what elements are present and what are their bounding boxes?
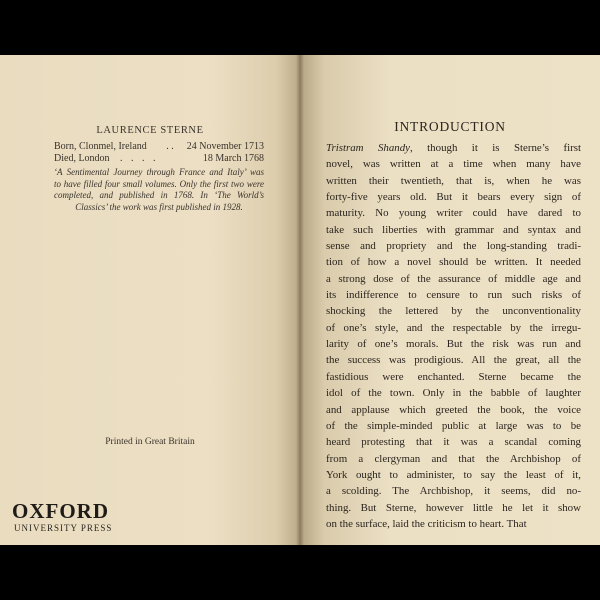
died-label: Died, London	[54, 153, 110, 164]
book-gutter	[296, 55, 304, 545]
text-line: sense and propriety and the long-standing tradi-	[326, 240, 581, 253]
note-line: ‘A Sentimental Journey through France and Italy’ was	[54, 167, 264, 177]
text-line: on the surface, laid the criticism to heart. That	[326, 517, 527, 530]
text-line: novel, was written at a time when many have	[326, 158, 581, 171]
open-book	[0, 55, 600, 545]
text-line: forty-five years old. But it bears every sign of	[326, 191, 581, 204]
text-line: York ought to administer, to say the least of it,	[326, 468, 581, 481]
text-line: shocking the lettered by the unconventionality	[326, 305, 581, 318]
text-line	[326, 140, 581, 156]
text-line: a scolding. The Archbishop, it seems, did no-	[326, 485, 581, 498]
text-line: heard protesting that it was a scandal coming	[326, 436, 581, 449]
left-page	[0, 55, 300, 545]
note-line: Classics’ the work was first published in 1928.	[75, 201, 243, 212]
text-line: maturity. No young writer could have dared to	[326, 207, 581, 220]
text-line: and applause which greeted the book, the voice	[326, 403, 581, 416]
text-line: from a clergyman and that the Archbishop of	[326, 452, 581, 465]
introduction-text	[326, 140, 581, 532]
died-row	[54, 153, 264, 165]
publisher-subtitle: UNIVERSITY PRESS	[14, 523, 113, 533]
text-line: tion of how a novel should be written. It needed	[326, 256, 581, 269]
chapter-title: INTRODUCTION	[394, 119, 506, 134]
text-line: thing. But Sterne, however little he let it show	[326, 501, 581, 514]
text-line: take such liberties with grammar and syntax and	[326, 223, 581, 236]
text-line: of the simple-minded public at large was to be	[326, 419, 581, 432]
note-line: completed, and published in 1768. In ‘The World’s	[54, 190, 264, 200]
right-page	[300, 55, 600, 545]
publication-note	[54, 167, 264, 213]
text-line: idol of the town. Only in the babble of laughter	[326, 387, 581, 400]
text-line: larity of one’s morals. But the risk was run and	[326, 338, 581, 351]
publisher-name: OXFORD	[12, 499, 109, 523]
born-dots: . .	[166, 141, 174, 152]
first-line-rest: , though it is Sterne’s first	[410, 142, 581, 154]
book-title-italic: Tristram Shandy	[326, 142, 411, 154]
died-date: 18 March 1768	[202, 153, 264, 164]
author-vitals	[54, 141, 264, 165]
text-line: written their twentieth, that is, when he was	[326, 174, 581, 187]
text-line: fastidious were enchanted. Sterne became the	[326, 370, 581, 383]
died-dots: . . . .	[120, 153, 156, 164]
text-line: of one’s style, and the respectable by the irregu-	[326, 321, 581, 334]
note-line: to have filled four small volumes. Only the first two were	[54, 178, 264, 189]
author-name: LAURENCE STERNE	[96, 125, 204, 136]
printed-in: Printed in Great Britain	[105, 437, 195, 447]
born-label: Born, Clonmel, Ireland	[54, 141, 147, 152]
born-row	[54, 141, 264, 153]
text-line: a strong dose of the assurance of middle age and	[326, 272, 581, 285]
born-date: 24 November 1713	[186, 141, 264, 152]
text-line: the success was prodigious. All the great, all the	[326, 354, 581, 367]
text-line: its indifference to censure to run such risks of	[326, 289, 581, 302]
